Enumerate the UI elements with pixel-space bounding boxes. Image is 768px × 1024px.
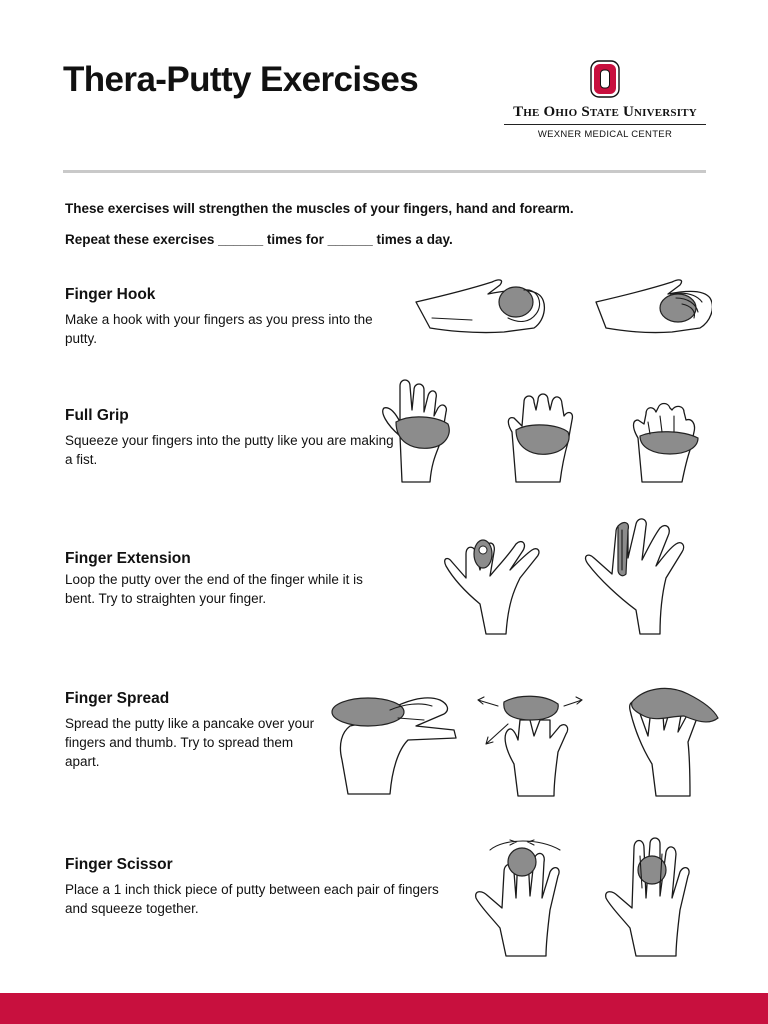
straightened-finger-loop-icon	[586, 519, 684, 634]
footer-bar	[0, 993, 768, 1024]
exercise-description: Squeeze your fingers into the putty like you are making a fist.	[65, 433, 394, 467]
page-title: Thera-Putty Exercises	[63, 60, 419, 99]
fist-grip-icon	[634, 404, 699, 483]
full-grip-illustration	[376, 376, 706, 484]
block-o-logo-icon	[590, 60, 620, 98]
exercise-finger-hook	[65, 286, 395, 348]
exercise-title: Finger Spread	[65, 690, 170, 707]
exercise-description: Loop the putty over the end of the finger while it is bent. Try to straighten your finger.	[65, 572, 363, 606]
hand-side-view-icon	[416, 280, 544, 333]
logo-rule	[504, 124, 706, 125]
exercise-description: Place a 1 inch thick piece of putty between each pair of fingers and squeeze together.	[65, 882, 439, 916]
intro-line-1: These exercises will strengthen the muscles of your fingers, hand and forearm.	[65, 201, 574, 216]
bent-finger-loop-icon	[445, 540, 539, 634]
open-hand-grip-icon	[383, 380, 449, 482]
finger-spread-illustration	[328, 680, 723, 798]
medical-center-name: WEXNER MEDICAL CENTER	[537, 129, 673, 140]
putty-between-fingers-arrows-icon	[476, 840, 560, 956]
exercise-finger-extension	[65, 550, 395, 608]
exercise-full-grip	[65, 407, 395, 469]
spread-fingers-arrows-icon	[478, 696, 582, 796]
finger-scissor-illustration	[470, 832, 706, 958]
header-divider	[63, 170, 706, 173]
exercise-title: Finger Hook	[65, 286, 156, 303]
exercise-finger-scissor	[65, 856, 439, 918]
intro-line-2: Repeat these exercises ______ times for ______ times a day.	[65, 232, 453, 247]
hand-side-view-hook-icon	[596, 280, 712, 333]
half-closed-hand-grip-icon	[508, 394, 572, 482]
exercise-title: Finger Scissor	[65, 856, 173, 873]
exercise-title: Full Grip	[65, 407, 129, 424]
exercise-description: Spread the putty like a pancake over your fingers and thumb. Try to spread them apart.	[65, 716, 315, 769]
university-name: The Ohio State University	[513, 104, 697, 120]
exercise-description: Make a hook with your fingers as you press into the putty.	[65, 312, 373, 346]
osu-logo	[502, 60, 708, 140]
finger-hook-illustration	[412, 268, 712, 340]
fingers-squeezing-putty-icon	[606, 838, 689, 956]
exercise-title: Finger Extension	[65, 550, 191, 567]
finger-extension-illustration	[436, 514, 706, 638]
pressing-pancake-icon	[332, 698, 456, 794]
pancake-over-fingers-icon	[630, 688, 718, 796]
